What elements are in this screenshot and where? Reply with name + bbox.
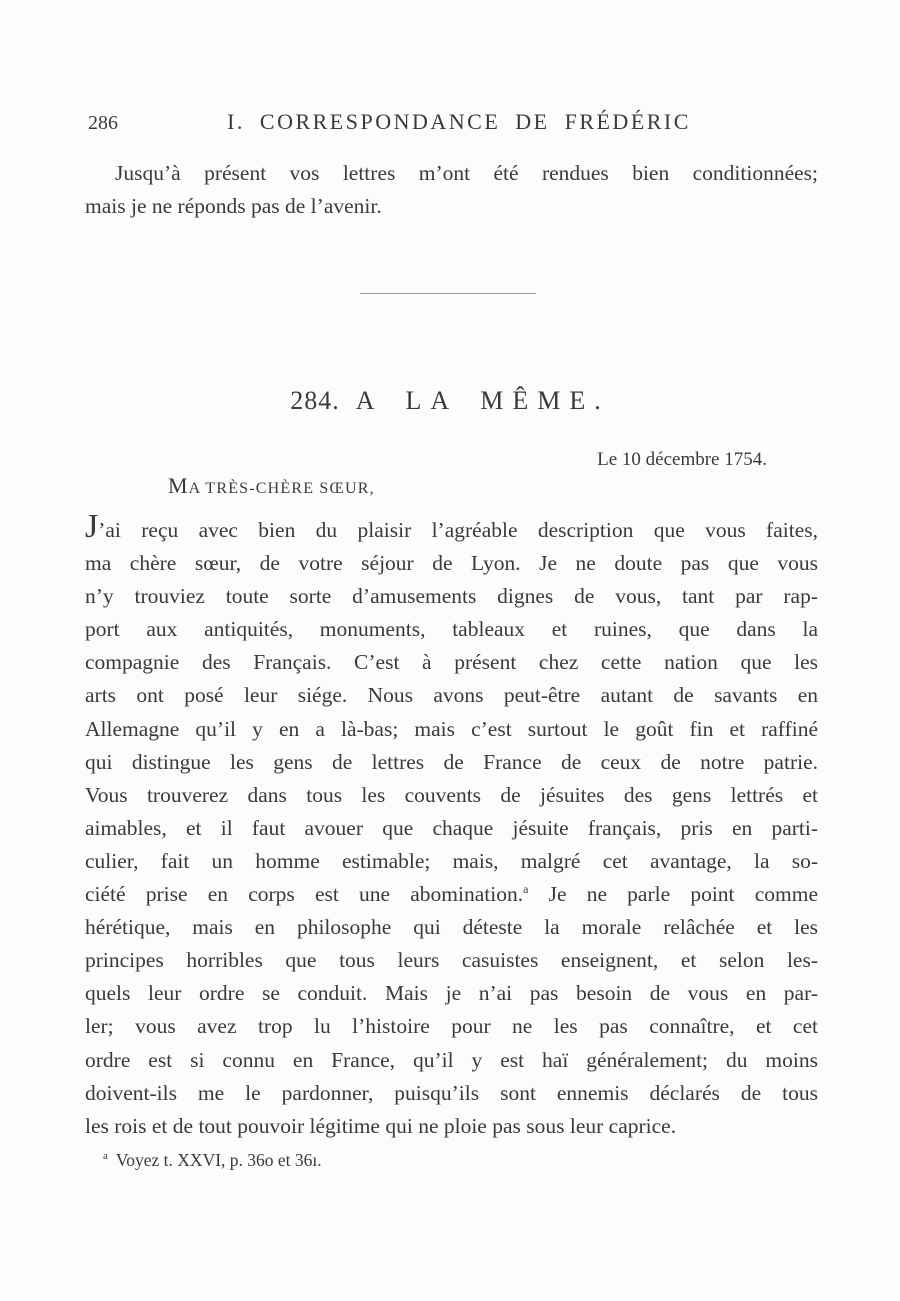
section-divider-rule bbox=[360, 293, 536, 294]
text-line: n’y trouviez toute sorte d’amusements dignes de vous, tant par rap- bbox=[85, 584, 818, 609]
text-line: ma chère sœur, de votre séjour de Lyon. Je ne doute pas que vous bbox=[85, 551, 818, 576]
text-line: J’ai reçu avec bien du plaisir l’agréable description que vous faites, bbox=[85, 508, 818, 545]
text-line: principes horribles que tous leurs casuistes enseignent, et selon les- bbox=[85, 948, 818, 973]
text-line: ciété prise en corps est une abomination.$^a$ Je ne parle point comme bbox=[85, 881, 818, 907]
text-line: doivent-ils me le pardonner, puisqu’ils sont ennemis déclarés de tous bbox=[85, 1080, 818, 1105]
text-line: ler; vous avez trop lu l’histoire pour ne les pas connaître, et cet bbox=[85, 1014, 818, 1039]
running-head: I. CORRESPONDANCE DE FRÉDÉRIC bbox=[227, 109, 691, 134]
text-line: culier, fait un homme estimable; mais, malgré cet avantage, la so- bbox=[85, 848, 818, 873]
text-line: port aux antiquités, monuments, tableaux et ruines, que dans la bbox=[85, 617, 818, 642]
letter-dateline: Le 10 décembre 1754. bbox=[597, 449, 767, 470]
footnote bbox=[103, 1150, 322, 1171]
text-line: Allemagne qu’il y en a là-bas; mais c’est surtout le goût fin et raffiné bbox=[85, 716, 818, 741]
letter-heading bbox=[0, 386, 900, 416]
text-line: les rois et de tout pouvoir légitime qui ne ploie pas sous leur caprice. bbox=[85, 1113, 677, 1138]
text-line: Vous trouverez dans tous les couvents de jésuites des gens lettrés et bbox=[85, 782, 818, 807]
letter-number: 284. bbox=[290, 386, 340, 415]
text-line: ordre est si connu en France, qu’il y est haï généralement; du moins bbox=[85, 1047, 818, 1072]
footnote-ref: a bbox=[523, 881, 529, 896]
letter-salutation bbox=[168, 473, 375, 499]
intro-paragraph bbox=[85, 157, 818, 223]
letter-body bbox=[85, 508, 818, 1143]
text-line: compagnie des Français. C’est à présent chez cette nation que les bbox=[85, 650, 818, 675]
salutation-initial: M bbox=[168, 473, 189, 498]
text-line: arts ont posé leur siége. Nous avons peut-être autant de savants en bbox=[85, 683, 818, 708]
text-line: hérétique, mais en philosophe qui déteste la morale relâchée et les bbox=[85, 915, 818, 940]
drop-cap: J bbox=[85, 508, 99, 545]
page-number: 286 bbox=[88, 112, 118, 134]
footnote-text: Voyez t. XXVI, p. 36o et 36ı. bbox=[115, 1150, 322, 1170]
text-line: quels leur ordre se conduit. Mais je n’ai pas besoin de vous en par- bbox=[85, 981, 818, 1006]
salutation-rest: A TRÈS-CHÈRE SŒUR, bbox=[188, 480, 375, 497]
text-line: aimables, et il faut avouer que chaque jésuite français, pris en parti- bbox=[85, 815, 818, 840]
footnote-marker: a bbox=[103, 1150, 108, 1163]
letter-title: A LA MÊME. bbox=[355, 386, 610, 415]
text-line: Jusqu’à présent vos lettres m’ont été rendues bien conditionnées; bbox=[115, 161, 818, 185]
text-line: mais je ne réponds pas de l’avenir. bbox=[85, 194, 382, 218]
text-line: qui distingue les gens de lettres de France de ceux de notre patrie. bbox=[85, 749, 818, 774]
